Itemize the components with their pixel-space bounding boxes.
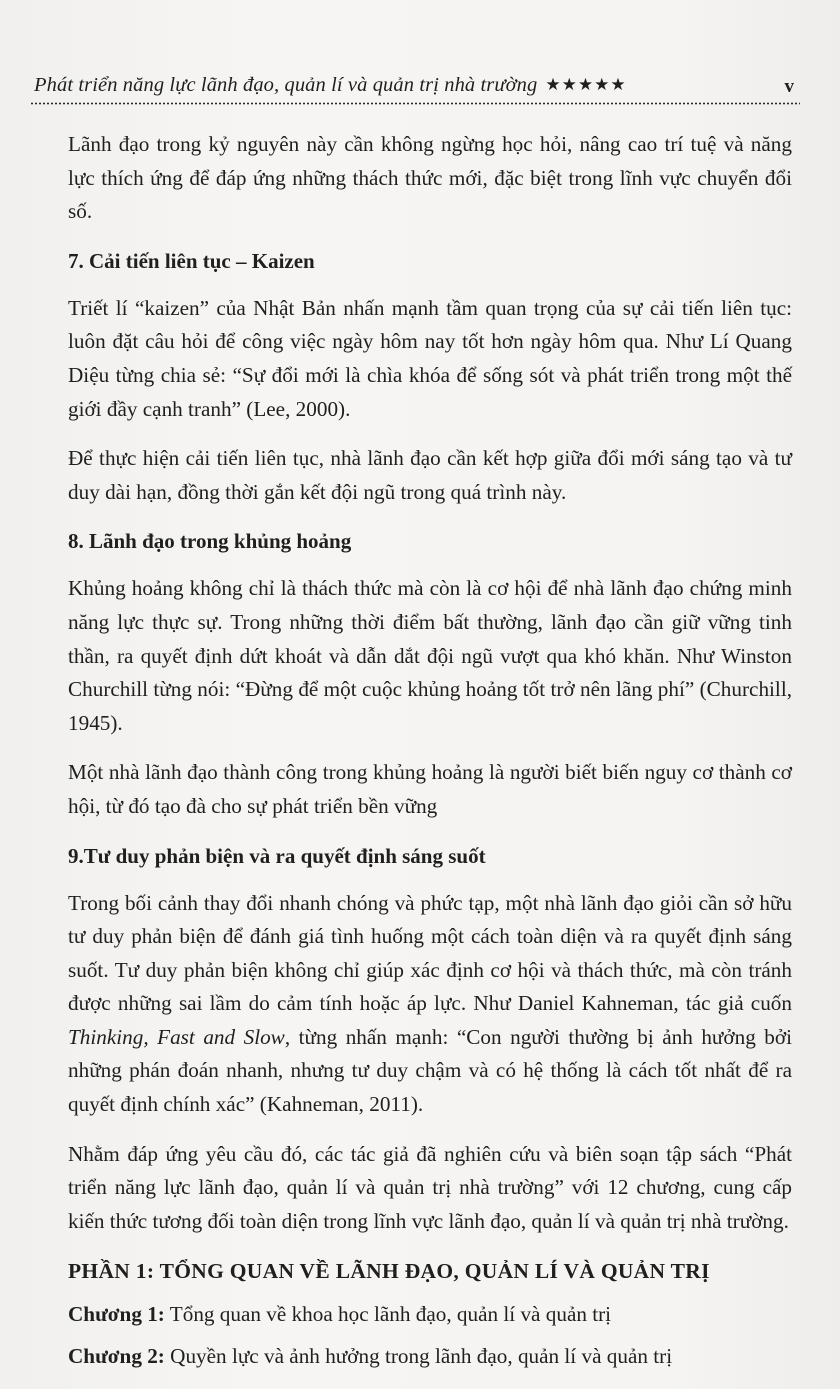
section-heading-7: 7. Cải tiến liên tục – Kaizen <box>68 248 315 273</box>
running-header <box>30 68 800 108</box>
chapter-title: Tổng quan về khoa học lãnh đạo, quản lí và quản trị <box>169 1302 612 1327</box>
chapter-title: Quyền lực và ảnh hưởng trong lãnh đạo, quản lí và quản trị <box>170 1344 673 1369</box>
section-heading-9: 9.Tư duy phản biện và ra quyết định sáng suốt <box>68 843 486 868</box>
running-title <box>34 74 627 97</box>
section-9-paragraph-1 <box>68 887 792 1122</box>
running-title-text: Phát triển năng lực lãnh đạo, quản lí và quản trị nhà trường <box>34 74 538 96</box>
paragraph-text-after: , từng nhấn mạnh: “Con người thường bị ảnh hưởng bởi những phán đoán nhanh, nhưng tư duy chậm và có hệ thống là cách tốt nhất để ra quyết định chính xác” (Kahneman, 2011). <box>68 1024 792 1117</box>
header-dotted-rule <box>30 102 800 105</box>
paragraph-text-before: Trong bối cảnh thay đổi nhanh chóng và phức tạp, một nhà lãnh đạo giỏi cần sở hữu tư duy phản biện để đánh giá tình huống một cách toàn diện và ra quyết định sáng suốt. Tư duy phản biện không chỉ giúp xác định cơ hội và thách thức, mà còn tránh được những sai lầm do cảm tính hoặc áp lực. Như Daniel Kahneman, tác giả cuốn <box>68 890 792 1016</box>
chapter-entry <box>68 1338 792 1374</box>
page-body <box>68 128 792 1380</box>
part-heading: PHẦN 1: TỔNG QUAN VỀ LÃNH ĐẠO, QUẢN LÍ VÀ QUẢN TRỊ <box>68 1259 710 1284</box>
section-heading-8: 8. Lãnh đạo trong khủng hoảng <box>68 529 352 554</box>
section-9-paragraph-2: Nhằm đáp ứng yêu cầu đó, các tác giả đã nghiên cứu và biên soạn tập sách “Phát triển năng lực lãnh đạo, quản lí và quản trị nhà trường” với 12 chương, cung cấp kiến thức tương đối toàn diện trong lĩnh vực lãnh đạo, quản lí và quản trị nhà trường. <box>68 1141 792 1233</box>
section-7-paragraph-1: Triết lí “kaizen” của Nhật Bản nhấn mạnh tầm quan trọng của sự cải tiến liên tục: luôn đặt câu hỏi để công việc ngày hôm nay tốt hơn ngày hôm qua. Như Lí Quang Diệu từng chia sẻ: “Sự đổi mới là chìa khóa để sống sót và phát triển trong một thế giới đầy cạnh tranh” (Lee, 2000). <box>68 295 792 421</box>
rating-stars: ★★★★★ <box>545 75 627 94</box>
chapter-label: Chương 2: <box>68 1344 165 1369</box>
book-title: Thinking, Fast and Slow <box>68 1024 285 1049</box>
page-number: v <box>784 76 794 97</box>
section-8-paragraph-2: Một nhà lãnh đạo thành công trong khủng hoảng là người biết biến nguy cơ thành cơ hội, từ đó tạo đà cho sự phát triển bền vững <box>68 760 792 818</box>
intro-paragraph: Lãnh đạo trong kỷ nguyên này cần không ngừng học hỏi, nâng cao trí tuệ và năng lực thích ứng để đáp ứng những thách thức mới, đặc biệt trong lĩnh vực chuyển đổi số. <box>68 132 792 224</box>
chapter-label: Chương 1: <box>68 1302 165 1327</box>
section-8-paragraph-1: Khủng hoảng không chỉ là thách thức mà còn là cơ hội để nhà lãnh đạo chứng minh năng lực thực sự. Trong những thời điểm bất thường, lãnh đạo cần giữ vững tinh thần, ra quyết định dứt khoát và dẫn dắt đội ngũ vượt qua khó khăn. Như Winston Churchill từng nói: “Đừng để một cuộc khủng hoảng tốt trở nên lãng phí” (Churchill, 1945). <box>68 576 792 735</box>
show-through-texture: ⠀⠀⠀⠀⠀⠀⠀⠀⠀⠀⠀⠀ <box>250 213 417 234</box>
section-7-paragraph-2: Để thực hiện cải tiến liên tục, nhà lãnh đạo cần kết hợp giữa đổi mới sáng tạo và tư duy dài hạn, đồng thời gắn kết đội ngũ trong quá trình này. <box>68 446 792 504</box>
chapter-entry <box>68 1296 792 1332</box>
